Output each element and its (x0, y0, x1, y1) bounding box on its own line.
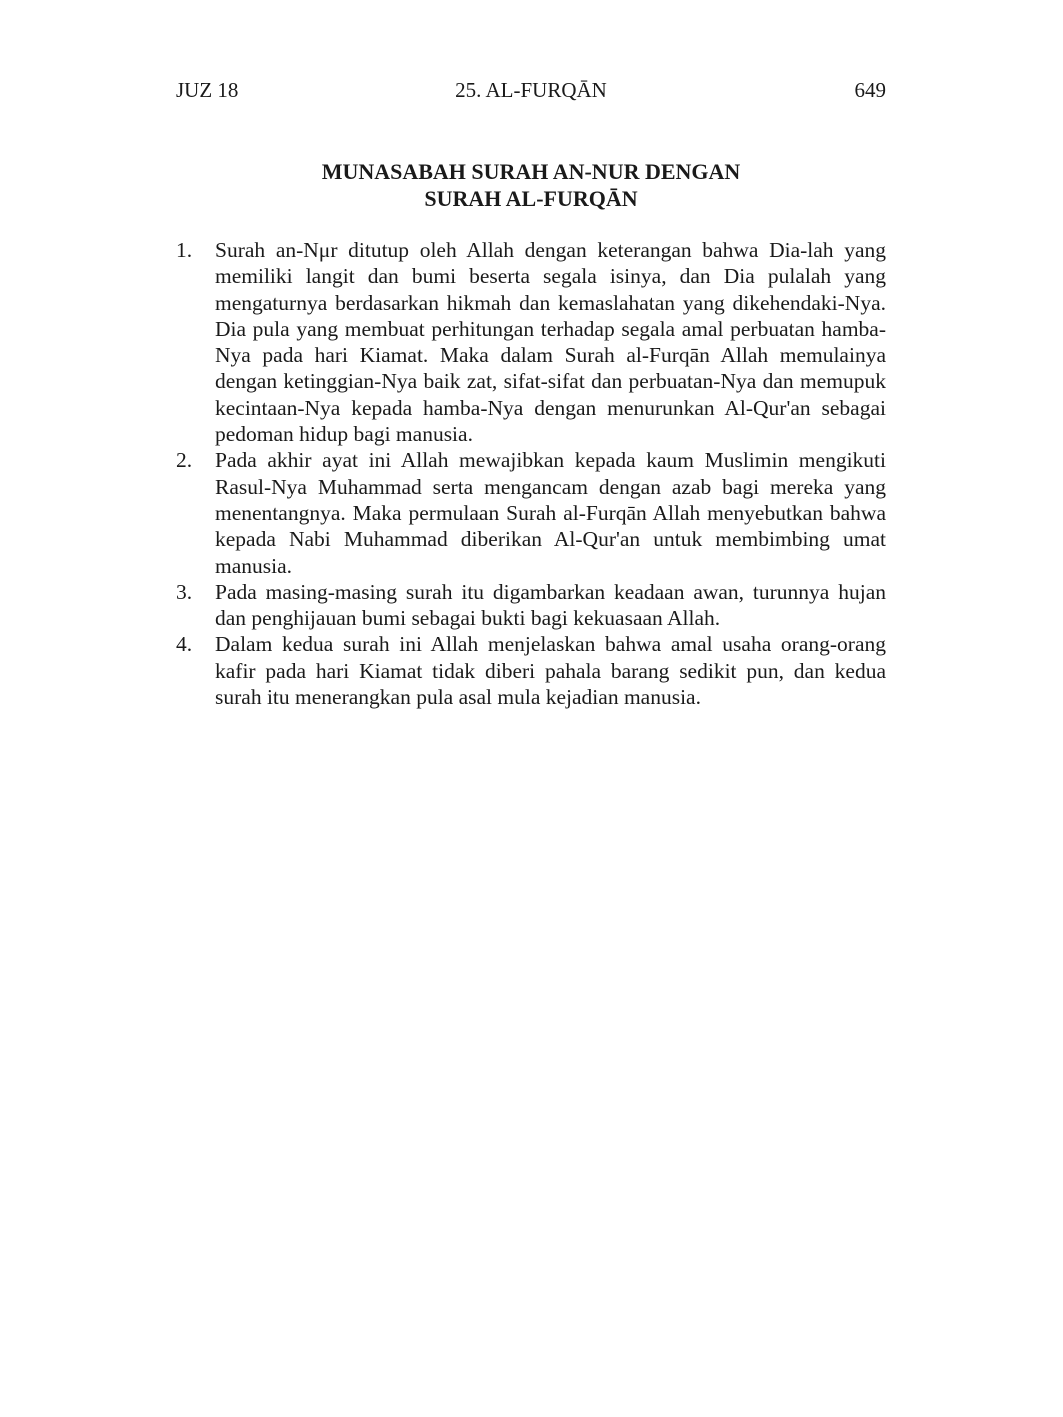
list-item-text: Pada masing-masing surah itu digambarkan keadaan awan, turunnya hujan dan penghijauan bumi sebagai bukti bagi kekuasaan Allah. (215, 579, 886, 631)
list-item-number: 2. (176, 448, 193, 473)
header-juz: JUZ 18 (176, 78, 239, 102)
numbered-list (176, 237, 886, 710)
list-item-number: 1. (176, 238, 193, 262)
section-title-line-1: MUNASABAH SURAH AN-NUR DENGAN (321, 159, 741, 184)
list-item-number: 4. (176, 632, 193, 657)
list-item-text: Dalam kedua surah ini Allah menjelaskan bahwa amal usaha orang-orang kafir pada hari Kiamat tidak diberi pahala barang sedikit pun, dan kedua surah itu menerangkan pula asal mula kejadian manusia. (215, 632, 886, 710)
section-title (176, 158, 886, 212)
header-surah-title: 25. AL-FURQĀN (455, 78, 607, 102)
list-item-text: Surah an-Nμr ditutup oleh Allah dengan keterangan bahwa Dia-lah yang memiliki langit dan bumi beserta segala isinya, dan Dia pulalah yang mengaturnya berdasarkan hikmah dan kemaslahatan yang dikehendaki-Nya. Dia pula yang membuat perhitungan terhadap segala amal perbuatan hamba-Nya pada hari Kiamat. Maka dalam Surah al-Furqān Allah memulainya dengan ketinggian-Nya baik zat, sifat-sifat dan perbuatan-Nya dan memupuk kecintaan-Nya kepada hamba-Nya dengan menurunkan Al-Qur'an sebagai pedoman hidup bagi manusia. (215, 238, 886, 447)
list-item-text: Pada akhir ayat ini Allah mewajibkan kepada kaum Muslimin mengikuti Rasul-Nya Muhammad serta mengancam dengan azab bagi mereka yang menentangnya. Maka permulaan Surah al-Furqān Allah menyebutkan bahwa kepada Nabi Muhammad diberikan Al-Qur'an untuk membimbing umat manusia. (215, 448, 886, 578)
list-item (176, 631, 886, 710)
list-item (176, 447, 886, 578)
page-number: 649 (854, 78, 886, 102)
running-header (176, 76, 886, 104)
section-title-line-2: SURAH AL-FURQĀN (424, 186, 638, 211)
list-item (176, 579, 886, 632)
list-item (176, 237, 886, 447)
list-item-number: 3. (176, 579, 193, 604)
